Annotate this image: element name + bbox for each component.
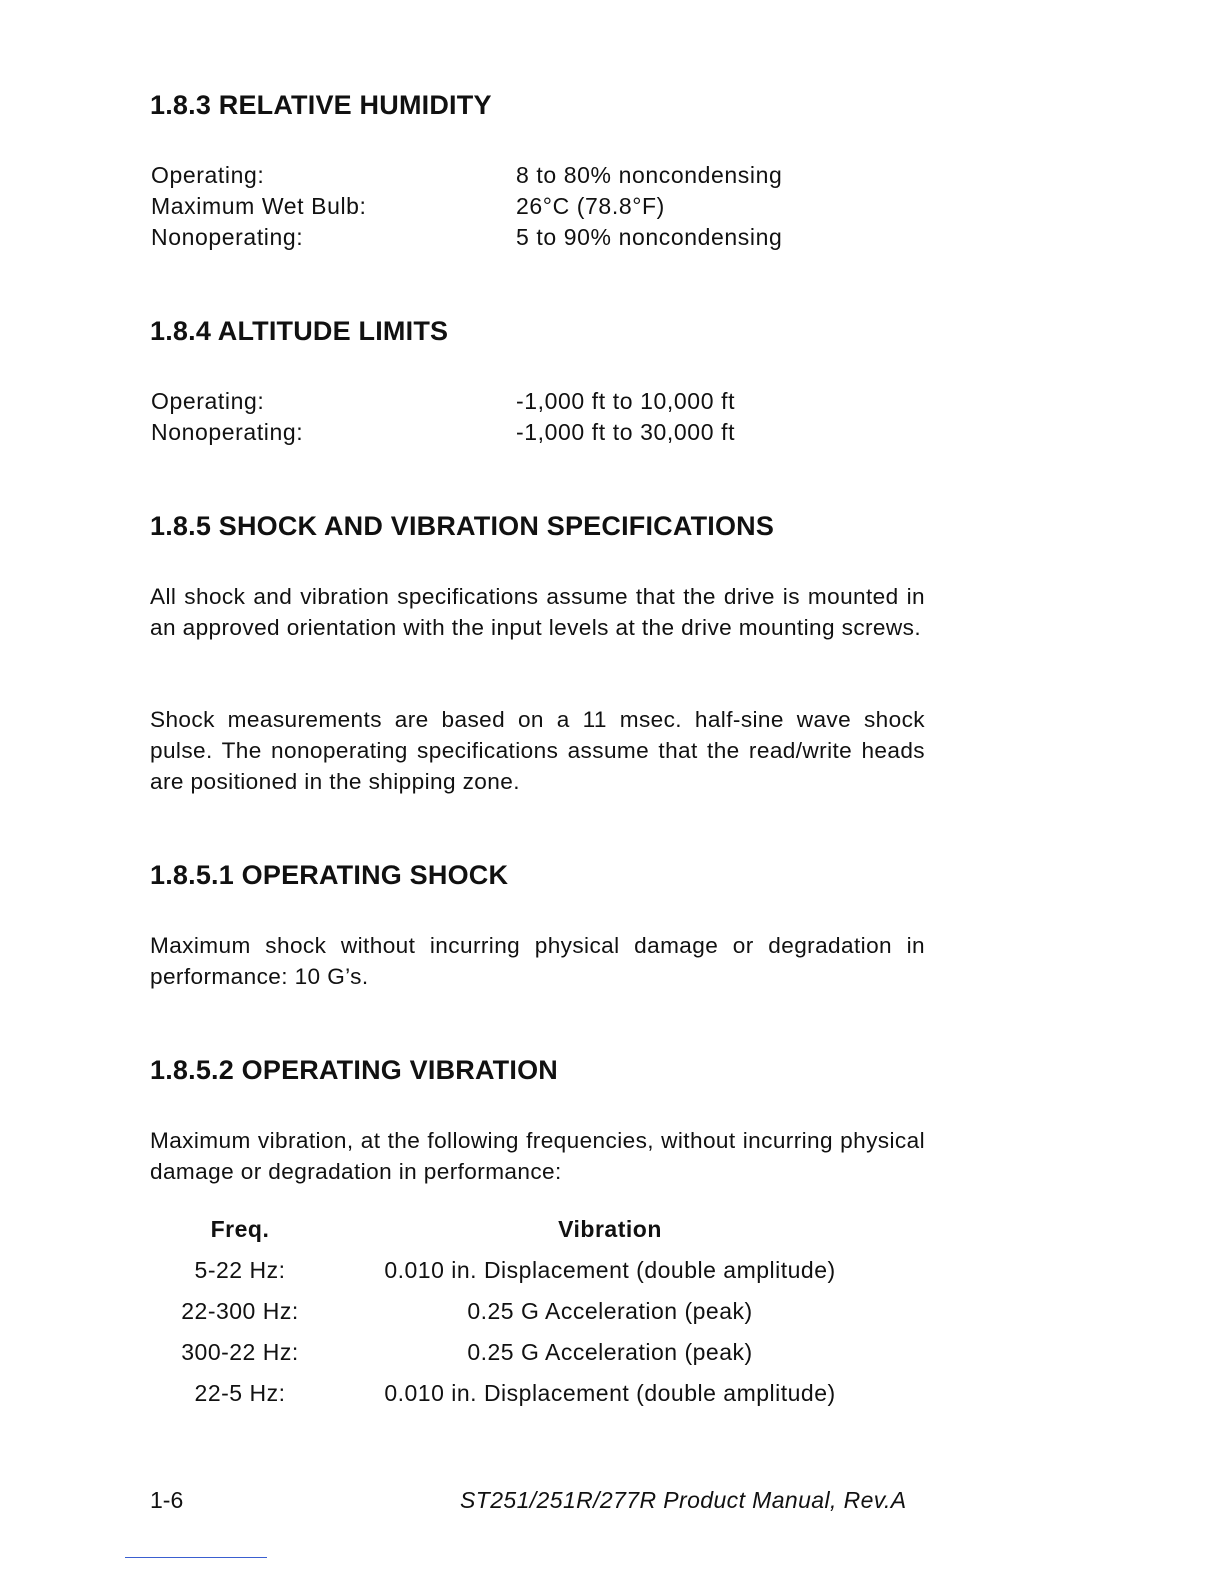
section-heading-shock-vibration: 1.8.5 SHOCK AND VIBRATION SPECIFICATIONS [150, 511, 775, 541]
spec-value: 5 to 90% noncondensing [516, 224, 783, 250]
table-row [150, 1291, 890, 1332]
section-heading-relative-humidity: 1.8.3 RELATIVE HUMIDITY [150, 90, 492, 120]
freq-cell: 22-300 Hz: [181, 1298, 299, 1324]
shock-vibration-intro-paragraph: All shock and vibration specifications assume that the drive is mounted in an approved orientation with the input levels at the drive mounting screws. [150, 584, 925, 640]
manual-title: ST251/251R/277R Product Manual, Rev.A [460, 1487, 907, 1513]
freq-cell: 22-5 Hz: [194, 1380, 286, 1406]
vibration-table [150, 1216, 890, 1414]
spec-value: -1,000 ft to 10,000 ft [516, 388, 736, 414]
spec-label: Nonoperating: [151, 224, 304, 250]
spec-value: -1,000 ft to 30,000 ft [516, 419, 736, 445]
table-row [150, 1373, 890, 1414]
operating-vibration-paragraph: Maximum vibration, at the following frequencies, without incurring physical damage or degradation in performance: [150, 1128, 925, 1184]
spec-row [151, 160, 851, 191]
vibration-cell: 0.25 G Acceleration (peak) [467, 1298, 753, 1324]
altitude-spec-list [151, 386, 851, 448]
table-row [150, 1332, 890, 1373]
humidity-spec-list [151, 160, 851, 253]
freq-cell: 300-22 Hz: [181, 1339, 299, 1365]
section-heading-operating-shock: 1.8.5.1 OPERATING SHOCK [150, 860, 509, 890]
spec-label: Operating: [151, 388, 265, 414]
section-heading-operating-vibration: 1.8.5.2 OPERATING VIBRATION [150, 1055, 558, 1085]
table-row [150, 1250, 890, 1291]
spec-row [151, 222, 851, 253]
freq-cell: 5-22 Hz: [194, 1257, 286, 1283]
vibration-cell: 0.25 G Acceleration (peak) [467, 1339, 753, 1365]
spec-label: Nonoperating: [151, 419, 304, 445]
shock-measurement-paragraph: Shock measurements are based on a 11 msec. half-sine wave shock pulse. The nonoperating specifications assume that the read/write heads are positioned in the shipping zone. [150, 707, 925, 794]
page-number: 1-6 [150, 1487, 184, 1513]
section-heading-altitude-limits: 1.8.4 ALTITUDE LIMITS [150, 316, 449, 346]
spec-value: 26°C (78.8°F) [516, 193, 665, 219]
spec-row [151, 386, 851, 417]
spec-label: Maximum Wet Bulb: [151, 193, 367, 219]
footer-rule [125, 1557, 267, 1558]
column-header-freq: Freq. [210, 1216, 270, 1242]
operating-shock-paragraph: Maximum shock without incurring physical damage or degradation in performance: 10 G’s. [150, 933, 925, 989]
spec-label: Operating: [151, 162, 265, 188]
vibration-cell: 0.010 in. Displacement (double amplitude) [384, 1257, 836, 1283]
spec-row [151, 417, 851, 448]
table-header-row [150, 1216, 890, 1250]
spec-value: 8 to 80% noncondensing [516, 162, 783, 188]
vibration-cell: 0.010 in. Displacement (double amplitude) [384, 1380, 836, 1406]
column-header-vibration: Vibration [558, 1216, 662, 1242]
spec-row [151, 191, 851, 222]
